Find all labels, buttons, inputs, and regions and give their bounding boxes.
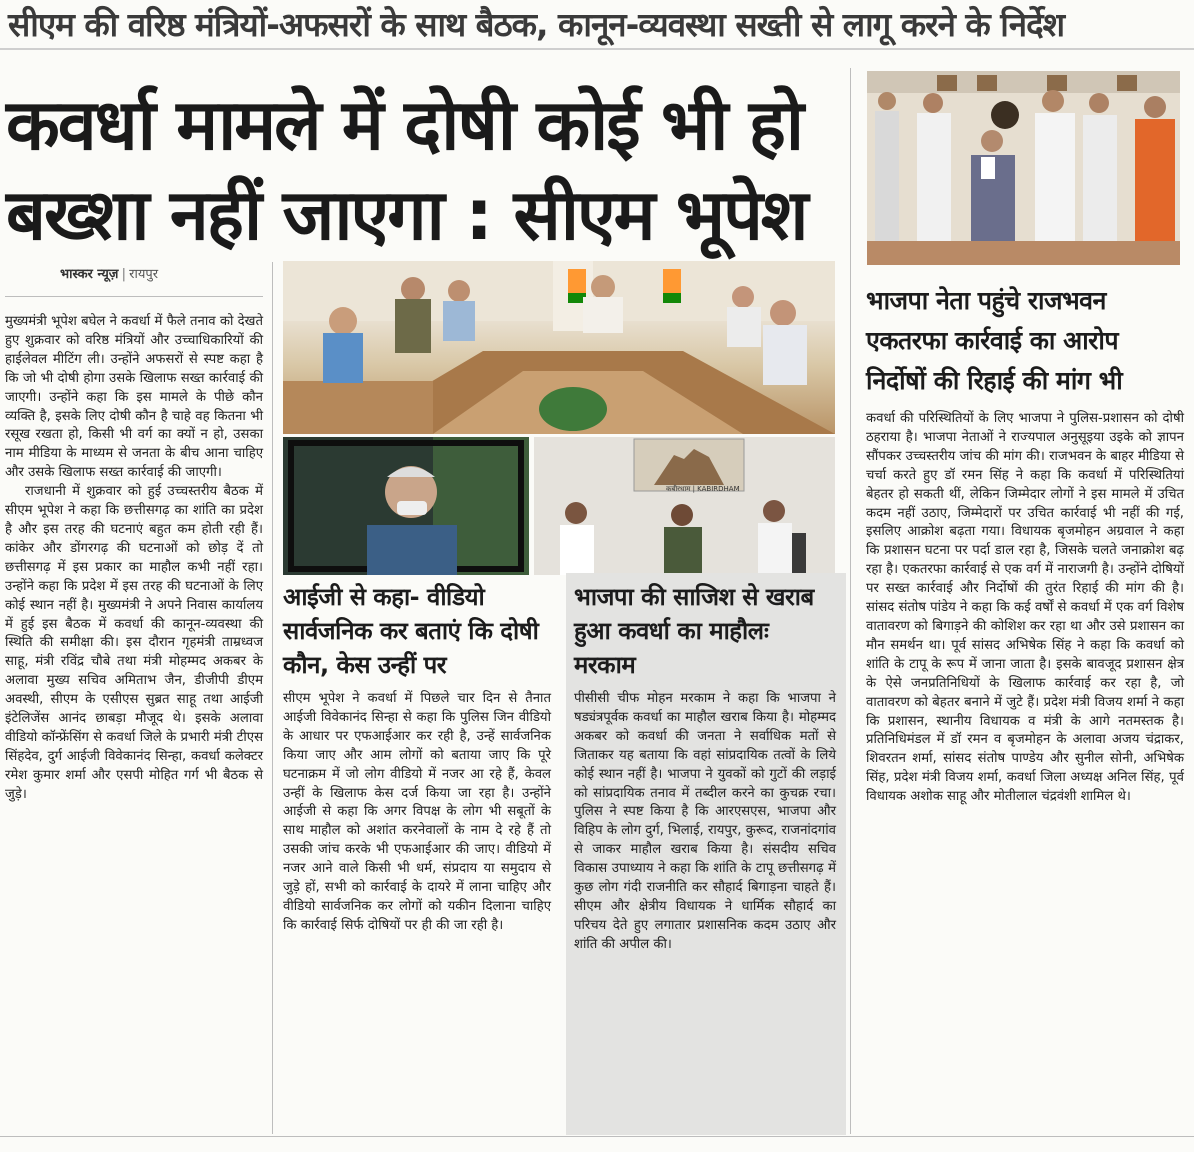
story2-body (283, 690, 551, 936)
column-rule-2 (850, 68, 851, 1134)
main-story-body (5, 313, 263, 805)
story2-heading: आईजी से कहा- वीडियो सार्वजनिक कर बताएं कि दोषी कौन, केस उन्हीं पर (283, 583, 539, 679)
meeting-photo-art (283, 261, 835, 434)
main-story-paragraph-1: मुख्यमंत्री भूपेश बघेल ने कवर्धा में फैले तनाव को देखते हुए शुक्रवार को वरिष्ठ मंत्रियों और उच्चाधिकारियों की हाईलेवल मीटिंग ली। उन्होंने अफसरों से स्पष्ट कहा है कि जो भी दोषी होगा उसके खिलाफ सख्त कार्रवाई की जाएगी। उन्होंने कहा कि इस मामले के पीछे कौन व्यक्ति है, इसके लिए दोषी कौन है चाहे वह कितना भी रसूख रखता हो, किसी भी वर्ग का क्यों न हो, उसका नाम मीडिया के माध्यम से जनता के बीच आना चाहिए और उसके खिलाफ सख्त कार्रवाई की जाएगी। (5, 314, 263, 481)
story4-body (866, 410, 1184, 807)
byline-agency: भास्कर न्यूज़ (60, 267, 119, 282)
story3-paragraph: पीसीसी चीफ मोहन मरकाम ने कहा कि भाजपा ने षड्यंत्रपूर्वक कवर्धा का माहौल खराब किया है। मोहम्मद अकबर को कवर्धा की जनता ने सर्वाधिक मतों से जिताकर यह बताया कि वहां सांप्रदायिक तत्वों के लिये कोई स्थान नहीं है। भाजपा ने युवकों को गुटों की लड़ाई को सांप्रदायिक तनाव में तब्दील करने का कुचक्र रचा। पुलिस ने स्पष्ट किया है कि आरएसएस, भाजपा और विहिप के लोग दुर्ग, भिलाई, रायपुर, कुरूद, राजनांदगांव से जाकर माहौल खराब किया है। संसदीय सचिव विकास उपाध्याय ने कहा कि शांति के टापू छत्तीसगढ़ में कुछ लोग गंदी राजनीति कर सौहार्द बिगाड़ना चाहते हैं। सीएम और क्षेत्रीय विधायक ने धार्मिक सौहार्द का परिचय देते हुए लगातार प्रशासनिक कदम उठाए और शांति की अपील की। (574, 691, 836, 952)
main-headline (6, 80, 856, 260)
byline (60, 264, 158, 282)
byline-separator: | (121, 267, 127, 282)
story4-paragraph: कवर्धा की परिस्थितियों के लिए भाजपा ने पुलिस-प्रशासन को दोषी ठहराया है। भाजपा नेताओं ने राज्यपाल अनुसूइया उइके को ज्ञापन सौंपकर उच्चस्तरीय जांच की मांग की। राजभवन के बाहर मीडिया से चर्चा करते हुए डॉ रमन सिंह ने कहा कि कवर्धा में परिस्थितियां बेहतर हो सकती थीं, लेकिन जिम्मेदार लोगों ने इस मामले में उचित कदम नहीं उठाए, जिम्मेदारों पर उचित कार्रवाई भी नहीं की गई, इसलिए आक्रोश बढ़ता गया। विधायक बृजमोहन अग्रवाल ने कहा कि प्रशासन घटना पर पर्दा डाल रहा है, जिसके चलते जनाक्रोश बढ़ रहा है। एकतरफा कार्रवाई से एक वर्ग में नाराजगी है। उन्होंने दोषियों पर सख्त कार्रवाई और निर्दोषों की तुरंत रिहाई की मांग की है। सांसद संतोष पांडेय ने कहा कि कई वर्षों से कवर्धा में एक वर्ग विशेष वातावरण को बिगाड़ने की कोशिश कर रहा था और उसे प्रशासन का मौन समर्थन था। पूर्व सांसद अभिषेक सिंह ने कहा कि कवर्धा को शांति के टापू के रूप में जाना जाता है। इसके बावजूद प्रशासन क्षेत्र के ऐसे जनप्रतिनिधियों के खिलाफ कार्रवाई कर रहा है, जो वातावरण को बेहतर बनाने में जुटे हैं। प्रदेश मंत्री विजय शर्मा ने कहा कि प्रशासन, स्थानीय विधायक व मंत्री के आगे नतमस्तक है। प्रतिनिधिमंडल में डॉ रमन व बृजमोहन के अलावा अजय चंद्राकर, शिवरतन शर्मा, सांसद संतोष पाण्डेय और सुनील सोनी, अभिषेक सिंह, प्रदेश मंत्री विजय शर्मा, कवर्धा जिला अध्यक्ष अनिल सिंह, पूर्व विधायक अशोक साहू और मोतीलाल चंद्रवंशी शामिल थे। (866, 411, 1184, 805)
video-conference-photo-left (283, 437, 529, 575)
main-headline-line2: बख्शा नहीं जाएगा : सीएम भूपेश (6, 174, 807, 256)
video-conference-caption: कबीरधाम | KABIRDHAM (666, 485, 740, 493)
story4-heading (866, 281, 1184, 401)
column-rule-1 (272, 262, 273, 1134)
kicker-headline: सीएम की वरिष्ठ मंत्रियों-अफसरों के साथ बैठक, कानून-व्यवस्था सख्ती से लागू करने के निर्देश (0, 0, 1194, 50)
byline-city: रायपुर (129, 267, 159, 282)
story4-heading-line2: एकतरफा कार्रवाई का आरोप (866, 326, 1119, 355)
video-conference-photo-right (534, 437, 835, 575)
video-conference-left-art (283, 437, 529, 575)
byline-rule (5, 296, 263, 297)
story2-paragraph: सीएम भूपेश ने कवर्धा में पिछले चार दिन से तैनात आईजी विवेकानंद सिन्हा से कहा कि पुलिस जिन वीडियो के आधार पर एफआईआर कर रही है, उन्हें सार्वजनिक किया जाए और आम लोगों को बताया जाए कि पूरे घटनाक्रम में जो लोग वीडियो में नजर आ रहे हैं, केवल उन्हीं के खिलाफ केस दर्ज किया जा रहा है। उन्होंने आईजी से कहा कि अगर विपक्ष के लोग भी सबूतों के साथ माहौल को अशांत करनेवालों के नाम दे रहे हैं तो उसकी जांच करके भी एफआईआर की जाए। वीडियो में नजर आने वाले किसी भी धर्म, संप्रदाय या समुदाय से जुड़े हों, सभी को कार्रवाई के दायरे में लाना चाहिए और वीडियो सार्वजनिक कर लोगों को यकीन दिलाना चाहिए कि कार्रवाई सिर्फ दोषियों पर ही की जा रही है। (283, 691, 551, 933)
raj-bhavan-photo-art (867, 71, 1180, 265)
main-story-paragraph-2: राजधानी में शुक्रवार को हुई उच्चस्तरीय बैठक में सीएम भूपेश ने कहा कि छत्तीसगढ़ का शांति का प्रदेश है और इस तरह की घटनाएं बहुत कम होती रही हैं। कांकेर और डोंगरगढ़ की घटनाओं को छोड़ दें तो छत्तीसगढ़ में इस प्रकार का माहौल कभी नहीं रहा। उन्होंने कहा कि प्रदेश में इस तरह की घटनाओं के लिए कोई स्थान नहीं है। मुख्यमंत्री ने अपने निवास कार्यालय में हुई इस बैठक में कवर्धा की कानून-व्यवस्था की स्थिति की समीक्षा की। इस दौरान गृहमंत्री ताम्रध्वज साहू, मंत्री रविंद्र चौबे तथा मंत्री मोहम्मद अकबर के अलावा मुख्य सचिव अमिताभ जैन, डीजीपी डीएम अवस्थी, सीएम के एसीएस सुब्रत साहू तथा आईजी इंटेलिजेंस आनंद छाबड़ा मौजूद थे। इसके अलावा वीडियो कॉन्फ्रेंसिंग से कवर्धा जिले के प्रभारी मंत्री टीएस सिंहदेव, दुर्ग आईजी विवेकानंद सिन्हा, कवर्धा कलेक्टर रमेश कुमार शर्मा और एसपी मोहित गर्ग भी बैठक से जुड़े। (5, 484, 263, 802)
raj-bhavan-photo (867, 71, 1180, 265)
video-conference-right-art (534, 437, 835, 575)
story3-body (574, 690, 836, 955)
meeting-photo (283, 261, 835, 434)
main-headline-line1: कवर्धा मामले में दोषी कोई भी हो (6, 84, 803, 166)
page-bottom-rule (0, 1136, 1194, 1137)
story3-heading: भाजपा की साजिश से खराब हुआ कवर्धा का माहौलः मरकाम (574, 583, 814, 679)
story4-heading-line3: निर्दोषों की रिहाई की मांग भी (866, 366, 1123, 395)
story4-heading-line1: भाजपा नेता पहुंचे राजभवन (866, 286, 1106, 315)
